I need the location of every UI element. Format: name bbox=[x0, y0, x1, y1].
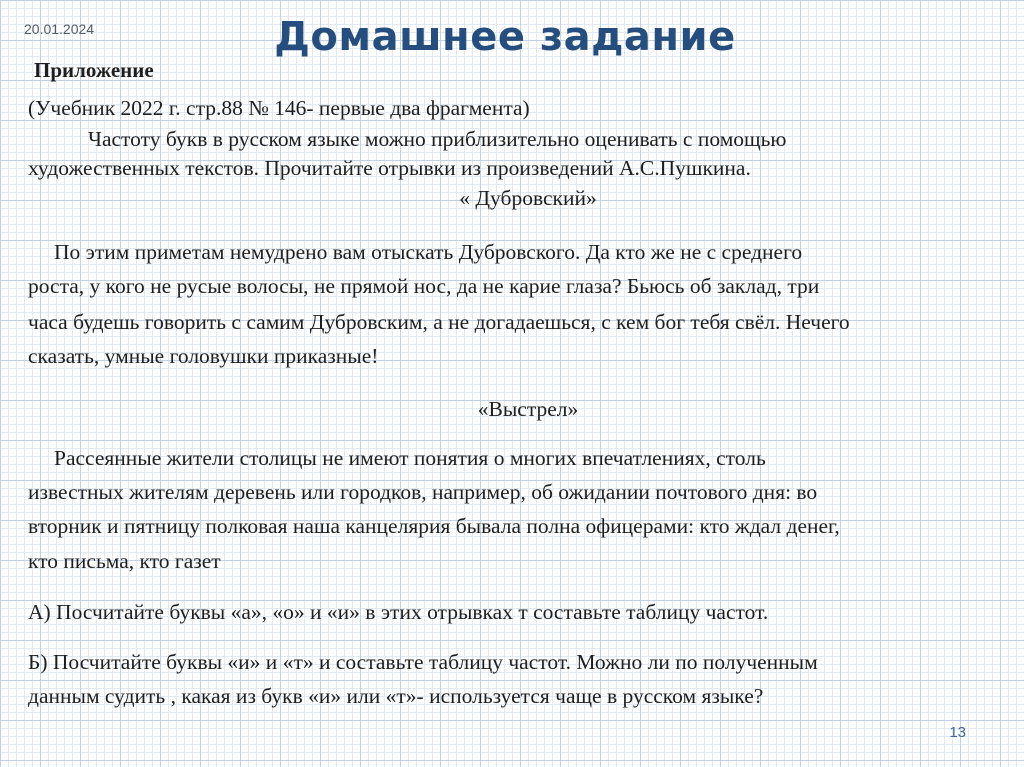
task-b-line-1: Б) Посчитайте буквы «и» и «т» и составьте таблицу частот. Можно ли по полученным bbox=[28, 650, 818, 674]
fragment1-line-3: часа будешь говорить с самим Дубровским, а не догадаешься, с кем бог тебя свёл. Нечего bbox=[28, 310, 850, 334]
fragment2-line-3: вторник и пятницу полковая наша канцелярия бывала полна офицерами: кто ждал денег, bbox=[28, 514, 840, 538]
slide-date: 20.01.2024 bbox=[24, 21, 95, 37]
fragment-title-vystrel: «Выстрел» bbox=[477, 397, 579, 421]
appendix-label: Приложение bbox=[34, 58, 154, 82]
fragment-title-dubrovsky: « Дубровский» bbox=[459, 186, 597, 210]
intro-line-2: художественных текстов. Прочитайте отрывки из произведений А.С.Пушкина. bbox=[28, 156, 751, 180]
fragment2-line-1: Рассеянные жители столицы не имеют понятия о многих впечатлениях, столь bbox=[54, 446, 766, 470]
fragment1-line-2: роста, у кого не русые волосы, не прямой нос, да не карие глаза? Бьюсь об заклад, три bbox=[28, 274, 820, 298]
intro-line-1: Частоту букв в русском языке можно приблизительно оценивать с помощью bbox=[88, 127, 787, 151]
task-b-line-2: данным судить , какая из букв «и» или «т»- используется чаще в русском языке? bbox=[28, 684, 764, 708]
fragment2-line-2: известных жителям деревень или городков, например, об ожидании почтового дня: во bbox=[28, 480, 818, 504]
fragment2-line-4: кто письма, кто газет bbox=[28, 549, 221, 573]
slide-number: 13 bbox=[949, 724, 966, 741]
fragment1-line-4: сказать, умные головушки приказные! bbox=[28, 344, 379, 368]
fragment1-line-1: По этим приметам немудрено вам отыскать Дубровского. Да кто же не с среднего bbox=[54, 240, 803, 264]
slide-title: Домашнее задание bbox=[274, 14, 736, 60]
task-a: А) Посчитайте буквы «а», «о» и «и» в этих отрывках т составьте таблицу частот. bbox=[28, 600, 769, 624]
textbook-reference: (Учебник 2022 г. стр.88 № 146- первые два фрагмента) bbox=[28, 96, 530, 120]
